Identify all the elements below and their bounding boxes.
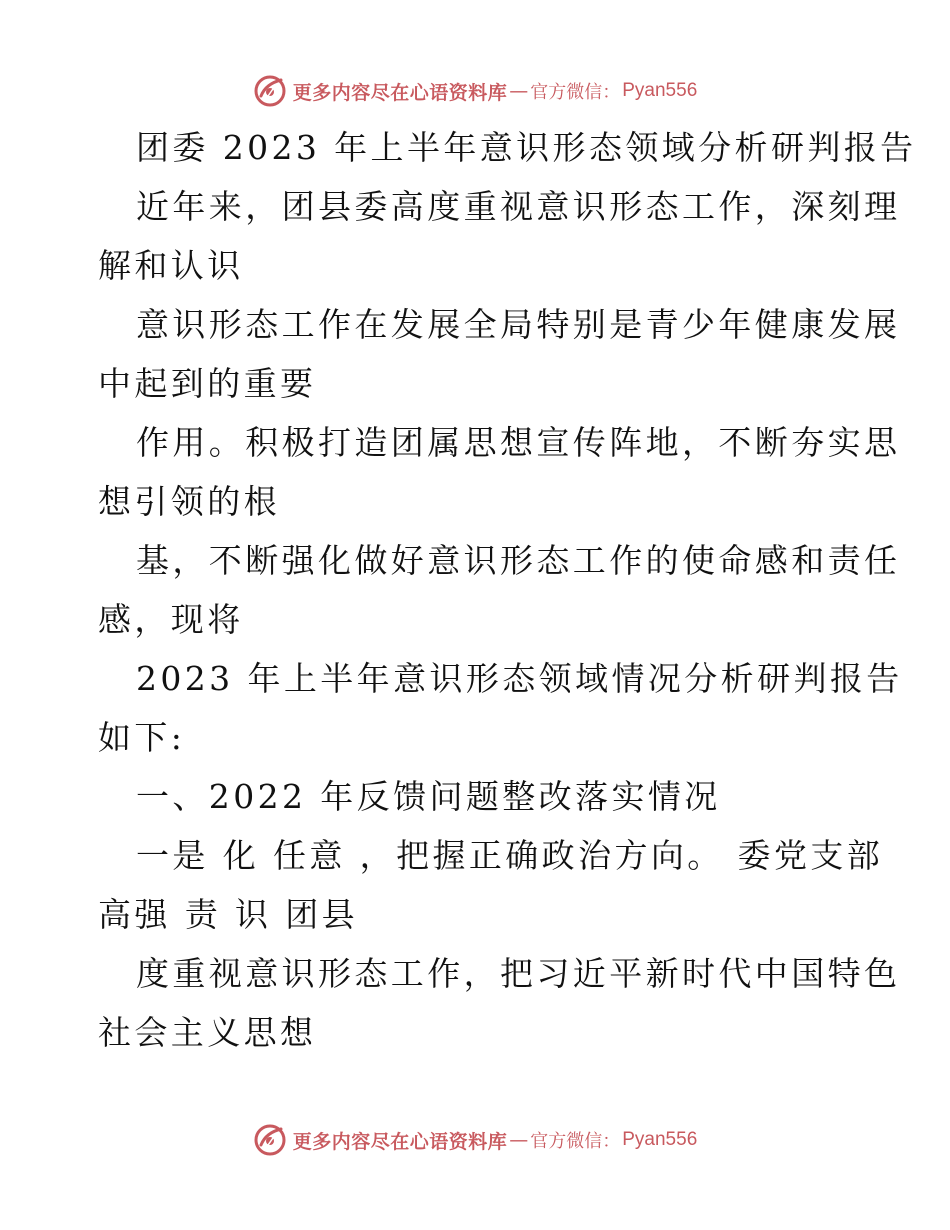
document-line: 感，现将 (98, 600, 244, 639)
document-line: 中起到的重要 (98, 364, 317, 403)
document-body (98, 118, 917, 1062)
document-line: 高强 责 识 团县 (98, 895, 359, 934)
header-banner (0, 68, 950, 114)
banner-wechat-label: 官方微信： (530, 82, 621, 103)
banner-wechat-id: Pyan556 (622, 80, 698, 101)
banner-dash: — (509, 80, 529, 102)
document-line: 度重视意识形态工作，把习近平新时代中国特色 (136, 954, 901, 993)
document-line: 2023 年上半年意识形态领域情况分析研判报告 (136, 659, 903, 698)
banner-text: 更多内容尽在心语资料库 (292, 81, 508, 104)
banner-text: 更多内容尽在心语资料库 (292, 1130, 508, 1153)
logo-seal-icon (253, 74, 287, 108)
document-line: 如下: (98, 718, 186, 757)
banner-wechat-id: Pyan556 (622, 1129, 698, 1150)
document-line: 意识形态工作在发展全局特别是青少年健康发展 (136, 305, 901, 344)
logo-seal-icon (253, 1123, 287, 1157)
document-line: 一、2022 年反馈问题整改落实情况 (136, 777, 721, 816)
document-line: 基，不断强化做好意识形态工作的使命感和责任 (136, 541, 901, 580)
document-line: 社会主义思想 (98, 1013, 317, 1052)
document-line: 作用。积极打造团属思想宣传阵地，不断夯实思 (136, 423, 901, 462)
document-line: 想引领的根 (98, 482, 280, 521)
banner-dash: — (509, 1129, 529, 1151)
banner-wechat-label: 官方微信： (530, 1131, 621, 1152)
document-line: 团委 2023 年上半年意识形态领域分析研判报告 (136, 128, 917, 167)
document-line: 解和认识 (98, 246, 244, 285)
document-line: 近年来，团县委高度重视意识形态工作，深刻理 (136, 187, 901, 226)
footer-banner (0, 1117, 950, 1163)
document-line: 一是 化 任意 ，把握正确政治方向。 委党支部 (136, 836, 884, 875)
